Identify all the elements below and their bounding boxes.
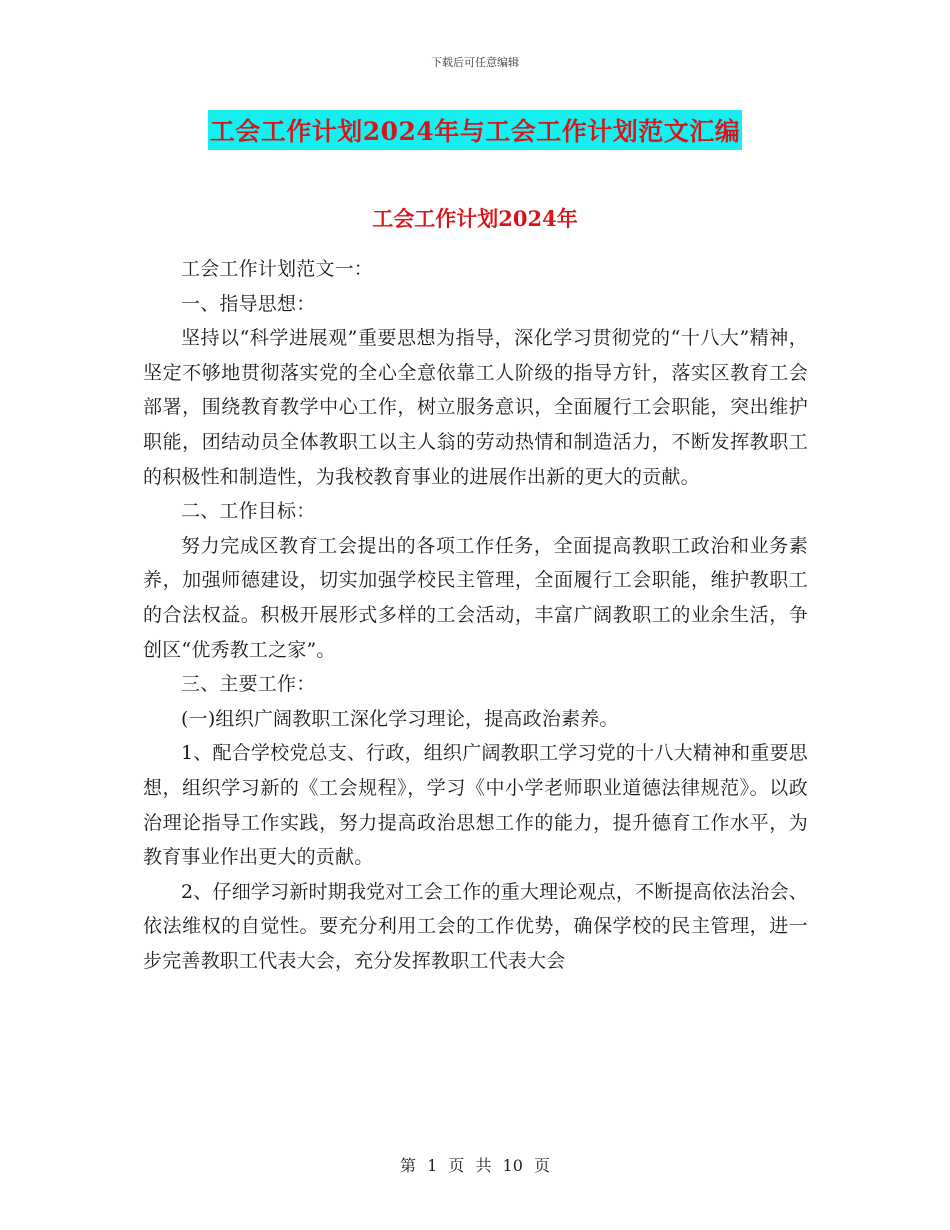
paragraph: 2、仔细学习新时期我党对工会工作的重大理论观点，不断提高依法治会、依法维权的自觉性。要充分利用工会的工作优势，确保学校的民主管理，进一步完善教职工代表大会，充分发挥教职工代表大会 [143, 880, 808, 972]
paragraph: 工会工作计划范文一： [181, 258, 374, 280]
section-heading: 三、主要工作： [181, 673, 316, 696]
header-note: 下载后可任意编辑 [431, 56, 519, 69]
paragraph: 努力完成区教育工会提出的各项工作任务，全面提高教职工政治和业务素养，加强师德建设，切实加强学校民主管理，全面履行工会职能，维护教职工的合法权益。积极开展形式多样的工会活动，丰富广阔教职工的业余生活，争创区“优秀教工之家”。 [143, 534, 808, 661]
sub-title: 工会工作计划2024年 [372, 206, 578, 231]
paragraph: (一)组织广阔教职工深化学习理论，提高政治素养。 [181, 707, 619, 730]
paragraph: 1、配合学校党总支、行政，组织广阔教职工学习党的十八大精神和重要思想，组织学习新的《工会规程》，学习《中小学老师职业道德法律规范》。以政治理论指导工作实践，努力提高政治思想工作的能力，提升德育工作水平，为教育事业作出更大的贡献。 [143, 742, 808, 869]
paragraph: 坚持以“科学进展观”重要思想为指导，深化学习贯彻党的“十八大”精神，坚定不够地贯彻落实党的全心全意依靠工人阶级的指导方针，落实区教育工会部署，围绕教育教学中心工作，树立服务意识，全面履行工会职能，突出维护职能，团结动员全体教职工以主人翁的劳动热情和制造活力，不断发挥教职工的积极性和制造性，为我校教育事业的进展作出新的更大的贡献。 [143, 327, 808, 488]
main-title-wrapper [0, 110, 950, 150]
section-heading: 一、指导思想： [181, 292, 316, 315]
page-footer: 第 1 页 共 10 页 [400, 1156, 550, 1175]
section-heading: 二、工作目标： [181, 500, 316, 523]
main-title: 工会工作计划2024年与工会工作计划范文汇编 [208, 110, 743, 150]
document-body [143, 252, 808, 978]
